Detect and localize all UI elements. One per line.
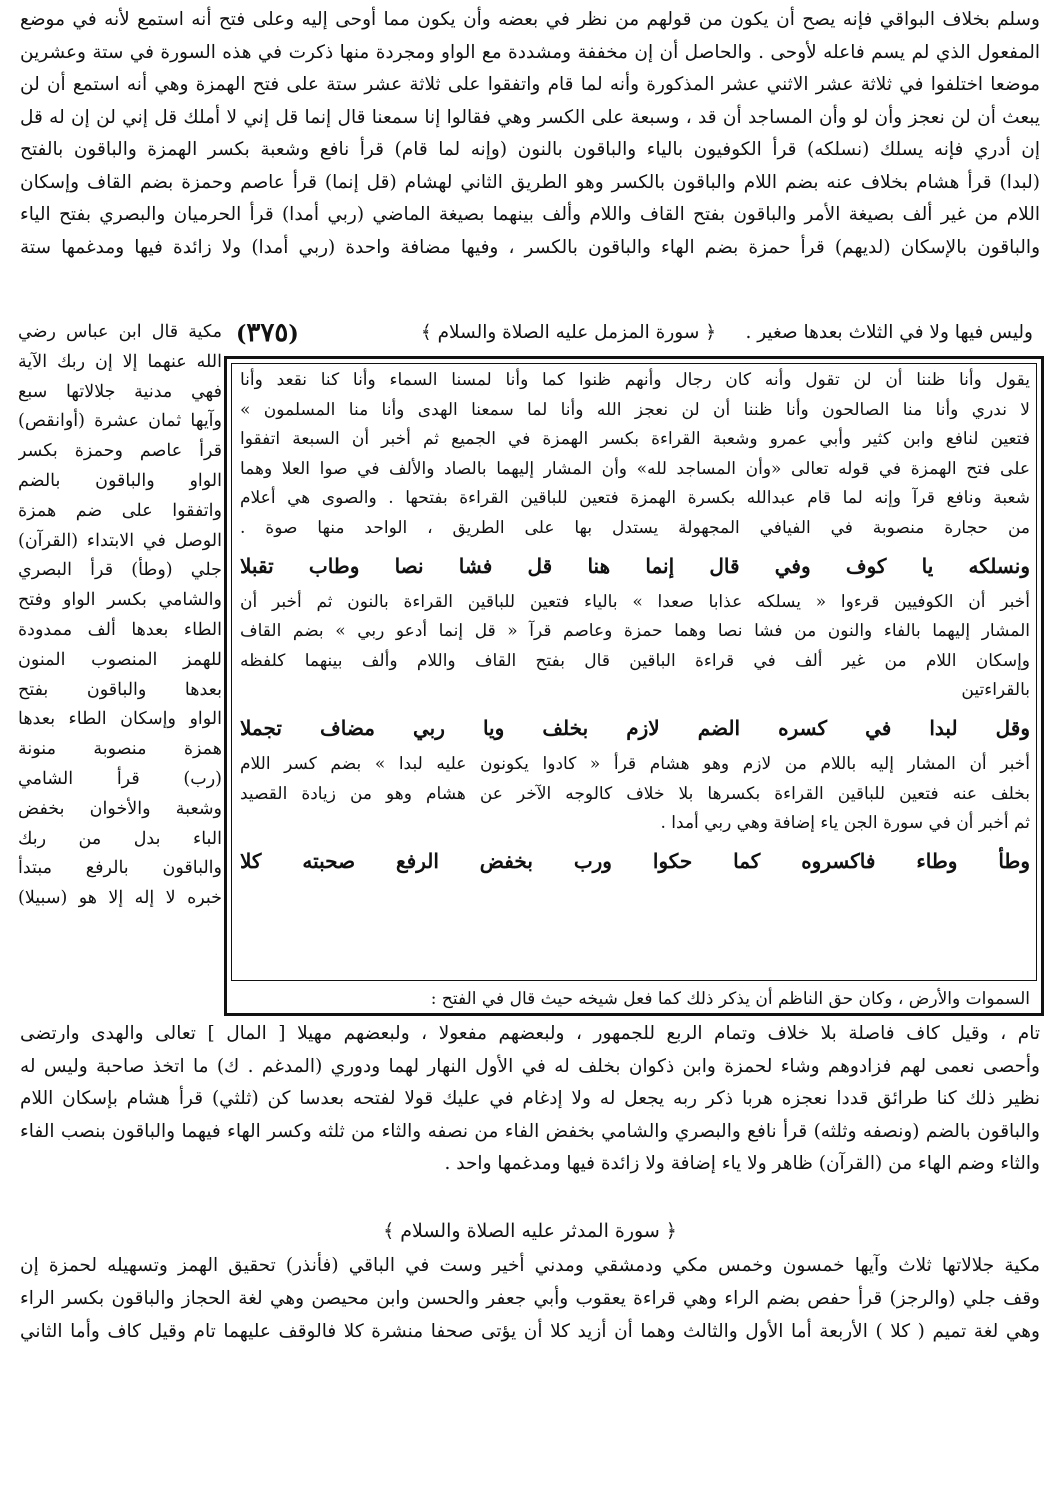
frame-line: لا ندري وأنا منا الصالحون وأنا ظننا أن لن نعجز الله وأنا لما سمعنا الهدى وأنا منا المسلمون » <box>240 399 1030 420</box>
frame-line: أخبر أن المشار إليه باللام من لازم وهو هشام قرأ « كادوا يكونون عليه لبدا » بضم كسر اللام <box>240 753 1030 774</box>
side-line: للهمز المنصوب المنون <box>18 649 222 670</box>
text-line: والباقون بالضم (ونصفه وثلثه) قرأ نافع والبصري والشامي بخفض الفاء من نصفه والثاء من ثلثه وكسر الهاء فيهما والباقون بنصب الفاء <box>20 1120 1040 1142</box>
surah-heading: ﴿ سورة المدثر عليه الصلاة والسلام ﴾ <box>383 1220 677 1242</box>
page-number: (٣٧٥) <box>236 318 299 348</box>
section-header <box>236 318 1033 354</box>
frame-line: يقول وأنا ظننا أن لن تقول وأنه كان رجال وأنهم ظنوا كما وأنا لمسنا السماء وأنا كنا نقعد وأنا <box>240 370 1030 390</box>
surah-title <box>421 322 1033 343</box>
text-line: وأحصى نعمى لهم فزادوهم وشاء لحمزة وابن ذكوان بخلف له في الأول النهار لهما ودوري (المدغم . ك) ما اتخذ صاحبة وليس له <box>20 1055 1040 1077</box>
frame-line: بالقراءتين <box>961 680 1030 701</box>
frame-line: فتعين لنافع وابن كثير وأبي عمرو وشعبة القراءة بكسر الهمزة في الجميع ثم أخبر أن السبعة اتفقوا <box>240 429 1030 450</box>
side-line: بعدها والباقون بفتح <box>18 679 222 700</box>
side-line: الباء بدل من ربك <box>18 828 222 849</box>
text-line: المفعول الذي لم يسم فاعله لأوحى . والحاصل أن إن مخففة ومشددة مع الواو ومجردة منها ذكرت في هذه السورة في ستة وعشرين <box>20 41 1040 63</box>
commentary-frame-content <box>240 366 1030 883</box>
side-line: قرأ عاصم وحمزة بكسر <box>18 441 222 462</box>
side-line: واتفقوا على ضم همزة <box>18 500 222 521</box>
text-line: يبعث أن لن نعجز وأن لو وأن المساجد أن قد ، وسبعة على الكسر وهي فقالوا إنا سمعنا قال إنما قل إني لا أملك قل إني لن إن له قل <box>20 106 1040 128</box>
frame-line: على فتح الهمزة في قوله تعالى «وأن المساجد لله» وأن المشار إليهما بالصاد والألف في صوا العلا وهما <box>240 458 1030 479</box>
side-line: والشامي بكسر الواو وفتح <box>18 590 222 611</box>
side-column <box>18 318 222 914</box>
side-line: جلي (وطأ) قرأ البصري <box>18 560 222 581</box>
text-line: اللام من غير ألف بصيغة الأمر والباقون بفتح القاف واللام وألف بينهما بصيغة الماضي (ربي أمدا) قرأ الحرميان والبصري بفتح الياء <box>20 204 1040 225</box>
side-line: وشعبة والأخوان بخفض <box>18 798 222 819</box>
side-line: همزة منصوبة منونة <box>18 739 222 760</box>
frame-line: شعبة ونافع قرآ وإنه لما قام عبدالله بكسرة الهمزة فتعين للباقين القراءة بفتحها . والصوى هي أعلام <box>240 488 1030 509</box>
surah-heading: ﴿ سورة المزمل عليه الصلاة والسلام ﴾ <box>420 322 717 343</box>
poem-verse: ونسلكه يا كوف وفي قال إنما هنا قل فشا نصا وطاب تقبلا <box>240 553 1030 578</box>
text-line: (لبدا) قرأ هشام بخلاف عنه بضم اللام والباقون بالكسر وهو الطريق الثاني لهشام (قل إنما) قرأ عاصم وحمزة بضم القاف وإسكان <box>20 171 1040 193</box>
side-line: الطاء بعدها ألف ممدودة <box>18 619 222 640</box>
text-line: موضعا اختلفوا في ثلاثة عشر الاثني عشر المذكورة وأنه لما قام واتفقوا على ثلاثة عشر ستة على فتح الهمزة وهي أنه استمع أن لن <box>20 74 1040 95</box>
text-line: وهي لغة تميم ( كلا ) الأربعة أما الأول والثالث وهما أن أزيد كلا أن يؤتى صحفا منشرة كلا فالوقف عليهما تام وقيل كاف وأما الثاني <box>20 1321 1040 1342</box>
text-line: والثاء وضم الهاء من (القرآن) ظاهر ولا ياء إضافة ولا زائدة فيها ومدغمها واحد . <box>444 1153 1040 1174</box>
preceding-line: وليس فيها ولا في الثلاث بعدها صغير . <box>745 322 1033 343</box>
side-line: (رب) قرأ الشامي <box>18 768 222 789</box>
side-line: وآيها ثمان عشرة (أوانقص) <box>18 411 222 432</box>
poem-verse: وقل لبدا في كسره الضم لازم بخلف ويا ربي مضاف تجملا <box>240 715 1030 740</box>
side-line: الله عنهما إلا إن ربك الآية <box>18 351 222 372</box>
text-line: وقف جلي (والرجز) قرأ حفص بضم الراء وهي قراءة يعقوب وأبي جعفر والحسن وابن محيصن وهي لغة الحجاز والباقون بكسر الراء <box>20 1288 1040 1309</box>
end-text-block <box>20 1250 1040 1349</box>
text-line: مكية جلالاتها ثلاث وآيها خمسون وخمس مكي ودمشقي ومدني أخير وست في الباقي (فأنذر) تحقيق الهمز وتسهيله لحمزة إن <box>20 1255 1040 1276</box>
frame-line: وإسكان اللام من غير ألف في قراءة الباقين قال بفتح القاف واللام وألف بينهما كلفظه <box>240 650 1030 671</box>
side-line: والباقون بالرفع مبتدأ <box>18 858 222 879</box>
bottom-text-block <box>20 1018 1040 1181</box>
frame-line: المشار إليهما بالفاء والنون من فشا نصا وهما حمزة وعاصم قرآ « قل إنما أدعو ربي » بضم القاف <box>240 621 1030 642</box>
text-line: والباقون بالإسكان (لديهم) قرأ حمزة بضم الهاء والباقون بالكسر ، وفيها مضافة واحدة (ربي أمدا) ولا زائدة فيها ومدغمها ستة <box>20 236 1040 258</box>
frame-footnote: السموات والأرض ، وكان حق الناظم أن يذكر ذلك كما فعل شيخه حيث قال في الفتح : <box>430 989 1030 1009</box>
side-line: فهي مدنية جلالاتها سبع <box>18 381 222 402</box>
frame-line: ثم أخبر أن في سورة الجن ياء إضافة وهي ربي أمدا . <box>660 813 1030 834</box>
frame-line: أخبر أن الكوفيين قرءوا « يسلكه عذابا صعدا » بالياء فتعين للباقين القراءة بالنون ثم أخبر أن <box>240 591 1030 612</box>
side-line: مكية قال ابن عباس رضي <box>18 322 222 342</box>
frame-line: بخلف عنه فتعين للباقين القراءة بكسرها بلا خلاف كالوجه الآخر عن هشام وهو من زيادة القصيد <box>240 783 1030 804</box>
side-line: الوصل في الابتداء (القرآن) <box>18 530 222 551</box>
frame-line: من حجارة منصوبة في الفيافي المجهولة يستدل بها على الطريق ، الواحد منها صوة . <box>240 517 1030 538</box>
side-line: الواو وإسكان الطاء بعدها <box>18 709 222 730</box>
side-line: خبره لا إله إلا هو (سبيلا) <box>18 888 222 909</box>
text-line: وسلم بخلاف البواقي فإنه يصح أن يكون من قولهم من نظر في بعضه وأن يكون مما أوحى إليه وعلى فتح أنه استمع لأنه في موضع <box>20 9 1040 30</box>
side-line: الواو والباقون بالضم <box>18 470 222 491</box>
text-line: إن أدري فإنه يسلك (نسلكه) قرأ الكوفيون بالياء والباقون بالنون (وإنه لما قام) قرأ نافع وشعبة بكسر الهمزة والباقون بالفتح <box>20 139 1040 160</box>
poem-verse: وطأ وطاء فاكسروه كما حكوا ورب بخفض الرفع صحبته كلا <box>240 848 1030 873</box>
text-line: تام ، وقيل كاف فاصلة بلا خلاف وتمام الربع للجمهور ، ولبعضهم مفعولا ، ولبعضهم مهيلا [ المال ] تعالى والهدى وارتضى <box>20 1023 1040 1044</box>
top-text-block <box>20 4 1040 264</box>
text-line: نظير ذلك كنا طرائق قددا نعجزه هربا ذكر ربه يجعل له ولا إدغام في عليك قولا لفتحه بعدسا كن (ثلثي) قرأ هشام بإسكان اللام <box>20 1088 1040 1109</box>
